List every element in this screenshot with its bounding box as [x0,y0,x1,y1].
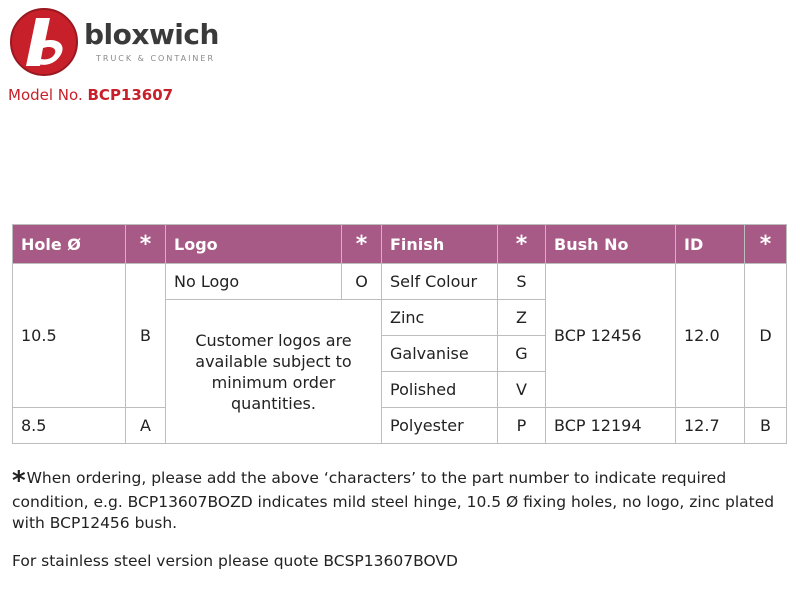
finish-code-cell: Z [498,300,546,336]
finish-code-cell: P [498,408,546,444]
finish-code-cell: S [498,264,546,300]
logo-code-cell: O [342,264,382,300]
header-hole: Hole Ø [13,225,126,264]
bush-code-cell: B [745,408,787,444]
finish-cell: Zinc [382,300,498,336]
header-star: * [745,225,787,264]
finish-code-cell: G [498,336,546,372]
logo-cell: No Logo [166,264,342,300]
footnote-text: When ordering, please add the above ‘characters’ to the part number to indicate required condition, e.g. BCP13607BOZD indicates mild steel hinge, 10.5 Ø fixing holes, no logo, zinc plated with BCP12456 bush. [12,469,775,532]
hole-code-cell: A [126,408,166,444]
hole-size-cell: 10.5 [13,264,126,408]
logo-emblem-icon [10,8,78,76]
stainless-note: For stainless steel version please quote BCSP13607BOVD [12,552,458,570]
header-star: * [342,225,382,264]
logo-note-cell: Customer logos are available subject to minimum order quantities. [166,300,382,444]
finish-cell: Polished [382,372,498,408]
header-star: * [498,225,546,264]
footnote-star: * [12,466,26,496]
id-cell: 12.7 [676,408,745,444]
model-code: BCP13607 [87,86,174,104]
brand-logo [10,8,270,78]
finish-cell: Polyester [382,408,498,444]
spec-table [12,224,787,444]
brand-name: bloxwich [84,18,219,51]
id-cell: 12.0 [676,264,745,408]
hole-code-cell: B [126,264,166,408]
header-star: * [126,225,166,264]
bush-no-cell: BCP 12194 [546,408,676,444]
header-id: ID [676,225,745,264]
header-bush-no: Bush No [546,225,676,264]
bush-no-cell: BCP 12456 [546,264,676,408]
header-finish: Finish [382,225,498,264]
model-number [8,86,173,104]
ordering-footnote [12,468,788,534]
model-label: Model No. [8,86,83,104]
brand-tagline: TRUCK & CONTAINER [96,54,216,63]
finish-cell: Self Colour [382,264,498,300]
table-row [13,264,787,300]
table-header-row [13,225,787,264]
bush-code-cell: D [745,264,787,408]
finish-cell: Galvanise [382,336,498,372]
finish-code-cell: V [498,372,546,408]
table-row [13,408,787,444]
hole-size-cell: 8.5 [13,408,126,444]
header-logo: Logo [166,225,342,264]
